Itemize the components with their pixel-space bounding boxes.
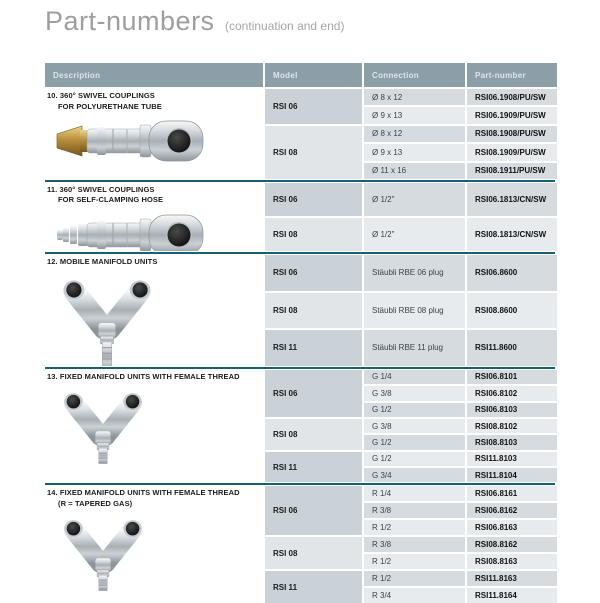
model-cell: RSI 08 xyxy=(265,218,362,251)
part-number-cell: RSI08.8162 xyxy=(467,537,557,552)
part-number-cell: RSI06.8162 xyxy=(467,503,557,518)
connection-cell: R 1/2 xyxy=(364,520,465,535)
table-header-row xyxy=(45,63,555,87)
part-number-cell: RSI08.1908/PU/SW xyxy=(467,126,557,142)
connection-cell: G 3/4 xyxy=(364,468,465,482)
section-description-line: 13. FIXED MANIFOLD UNITS WITH FEMALE THREAD xyxy=(47,371,240,381)
section-description-line: 10. 360° SWIVEL COUPLINGS xyxy=(47,91,155,100)
part-number-cell: RSI08.8102 xyxy=(467,419,557,433)
page-title: Part-numbers xyxy=(45,6,215,36)
model-cell: RSI 08 xyxy=(265,293,362,329)
part-number-cell: RSI06.1909/PU/SW xyxy=(467,107,557,123)
table-section-11 xyxy=(45,183,555,251)
page-subtitle: (continuation and end) xyxy=(225,19,345,33)
part-number-table xyxy=(45,63,555,603)
connection-cell: Ø 9 x 13 xyxy=(364,107,465,123)
model-cell: RSI 06 xyxy=(265,255,362,291)
table-section-10 xyxy=(45,89,555,179)
table-body xyxy=(45,89,555,603)
table-section-12 xyxy=(45,255,555,366)
page-title-block xyxy=(0,0,600,37)
connection-cell: G 1/4 xyxy=(364,370,465,384)
section-description-line: FOR POLYURETHANE TUBE xyxy=(58,101,162,111)
section-description-cell xyxy=(45,255,263,366)
part-number-cell: RSI06.8600 xyxy=(467,255,557,291)
connection-cell: R 1/2 xyxy=(364,571,465,586)
table-section-13 xyxy=(45,370,555,483)
part-number-cell: RSI08.1813/CN/SW xyxy=(467,218,557,251)
connection-cell: G 3/8 xyxy=(364,419,465,433)
section-description-line: 14. FIXED MANIFOLD UNITS WITH FEMALE THREAD xyxy=(47,488,240,498)
section-description-cell xyxy=(45,183,263,251)
connection-cell: Stäubli RBE 11 plug xyxy=(364,330,465,366)
connection-cell: Ø 11 x 16 xyxy=(364,163,465,179)
model-cell: RSI 11 xyxy=(265,571,362,603)
part-number-cell: RSI11.8103 xyxy=(467,452,557,466)
connection-cell: Ø 8 x 12 xyxy=(364,126,465,142)
section-description-cell xyxy=(45,486,263,603)
connection-cell: Ø 8 x 12 xyxy=(364,89,465,105)
section-divider-line xyxy=(45,367,555,369)
part-number-cell: RSI08.1911/PU/SW xyxy=(467,163,557,179)
model-cell: RSI 08 xyxy=(265,126,362,179)
part-number-cell: RSI06.8102 xyxy=(467,386,557,400)
part-number-cell: RSI11.8104 xyxy=(467,468,557,482)
model-cell: RSI 11 xyxy=(265,330,362,366)
section-description-line: (R = TAPERED GAS) xyxy=(58,498,133,508)
section-divider-line xyxy=(45,483,555,485)
part-number-cell: RSI11.8164 xyxy=(467,588,557,603)
connection-cell: Stäubli RBE 08 plug xyxy=(364,293,465,329)
model-cell: RSI 11 xyxy=(265,452,362,483)
part-number-cell: RSI08.8600 xyxy=(467,293,557,329)
part-number-cell: RSI06.8161 xyxy=(467,486,557,501)
connection-cell: R 1/2 xyxy=(364,554,465,569)
connection-cell: G 3/8 xyxy=(364,386,465,400)
connection-cell: Ø 1/2" xyxy=(364,183,465,216)
column-header-connection: Connection xyxy=(364,63,465,87)
connection-cell: Ø 1/2" xyxy=(364,218,465,251)
column-header-description: Description xyxy=(45,63,263,87)
model-cell: RSI 08 xyxy=(265,537,362,569)
section-description-line: FOR SELF-CLAMPING HOSE xyxy=(58,195,164,205)
model-cell: RSI 08 xyxy=(265,419,362,450)
connection-cell: G 1/2 xyxy=(364,452,465,466)
part-number-cell: RSI06.8101 xyxy=(467,370,557,384)
model-cell: RSI 06 xyxy=(265,486,362,535)
model-cell: RSI 06 xyxy=(265,183,362,216)
swivel-coupling-brass-tip-photo xyxy=(55,119,259,168)
connection-cell: Ø 9 x 13 xyxy=(364,144,465,160)
column-header-part-number: Part-number xyxy=(467,63,557,87)
connection-cell: R 1/4 xyxy=(364,486,465,501)
section-description-cell xyxy=(45,89,263,179)
part-number-cell: RSI06.8163 xyxy=(467,520,557,535)
connection-cell: Stäubli RBE 06 plug xyxy=(364,255,465,291)
section-divider-line xyxy=(45,252,555,254)
connection-cell: R 3/4 xyxy=(364,588,465,603)
section-description-line: 12. MOBILE MANIFOLD UNITS xyxy=(47,256,158,266)
connection-cell: R 3/8 xyxy=(364,537,465,552)
connection-cell: G 1/2 xyxy=(364,435,465,449)
model-cell: RSI 06 xyxy=(265,370,362,417)
connection-cell: R 3/8 xyxy=(364,503,465,518)
part-number-cell: RSI08.8103 xyxy=(467,435,557,449)
swivel-coupling-hose-barb-photo xyxy=(55,213,259,251)
section-divider-line xyxy=(45,180,555,182)
model-cell: RSI 06 xyxy=(265,89,362,124)
y-manifold-unit-photo xyxy=(55,274,259,365)
section-description-cell xyxy=(45,370,263,483)
y-manifold-unit-photo xyxy=(55,389,259,470)
table-section-14 xyxy=(45,486,555,603)
part-number-cell: RSI08.1909/PU/SW xyxy=(467,144,557,160)
part-number-cell: RSI11.8600 xyxy=(467,330,557,366)
part-number-cell: RSI06.8103 xyxy=(467,403,557,417)
section-description-line: 11. 360° SWIVEL COUPLINGS xyxy=(47,184,155,194)
column-header-model: Model xyxy=(265,63,362,87)
y-manifold-unit-photo xyxy=(55,516,259,597)
part-number-cell: RSI11.8163 xyxy=(467,571,557,586)
part-number-cell: RSI06.1908/PU/SW xyxy=(467,89,557,105)
part-number-cell: RSI06.1813/CN/SW xyxy=(467,183,557,216)
part-number-cell: RSI08.8163 xyxy=(467,554,557,569)
connection-cell: G 1/2 xyxy=(364,403,465,417)
